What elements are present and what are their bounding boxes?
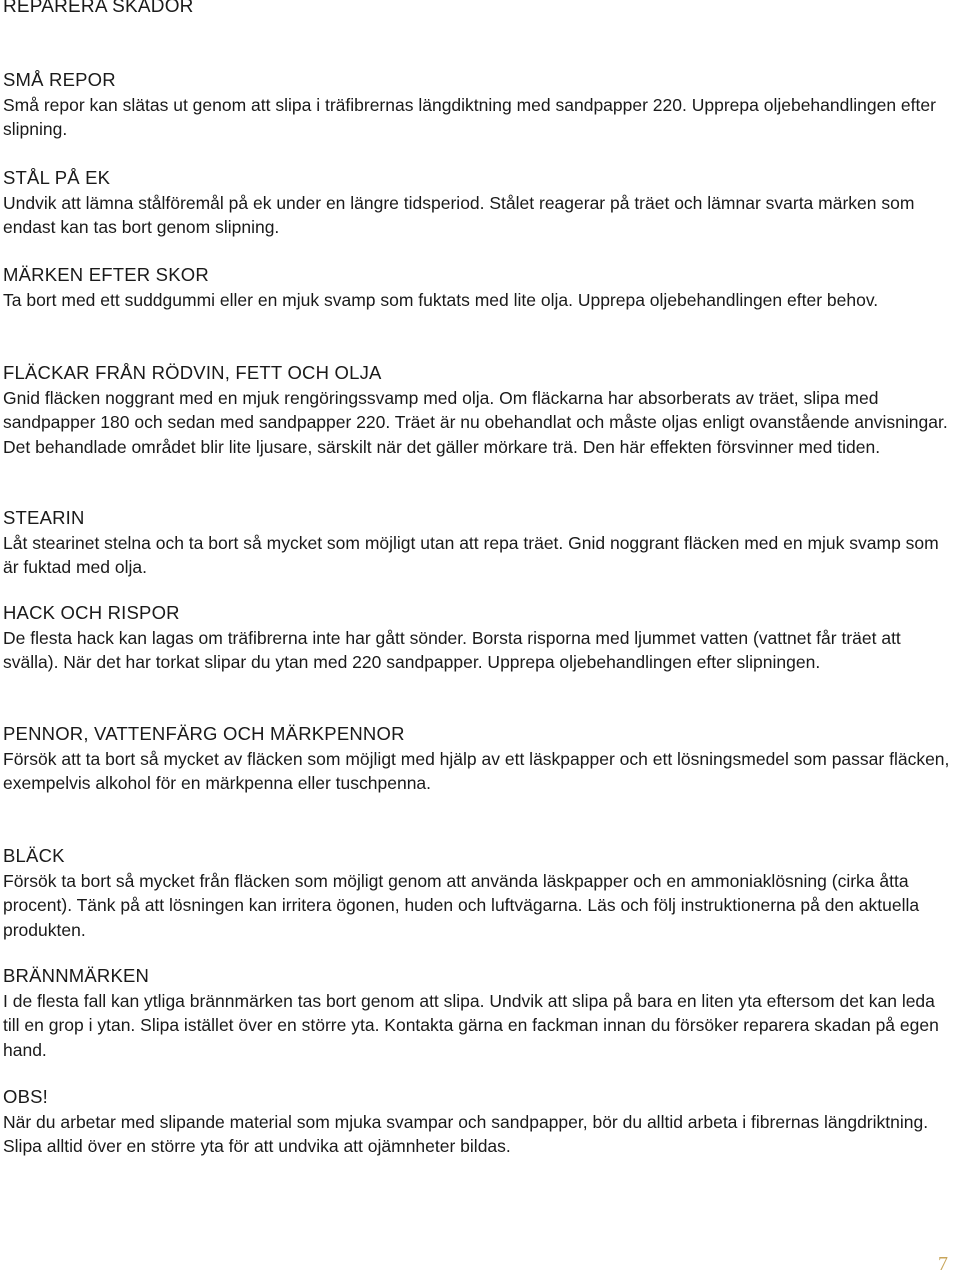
section-body: Låt stearinet stelna och ta bort så mycket som möjligt utan att repa träet. Gnid noggrant fläcken med en mjuk svamp som är fuktad med olja.	[3, 532, 939, 577]
section-heading: STÅL PÅ EK	[3, 167, 111, 188]
section-body: Gnid fläcken noggrant med en mjuk rengöringssvamp med olja. Om fläckarna har absorberats av träet, slipa med sandpapper 180 och sedan med sandpapper 220. Träet är nu obehandlat och måste oljas enligt ovanstående anvisningar. Det behandlade området blir lite ljusare, särskilt när det gäller mörkare trä. Den här effekten försvinner med tiden.	[3, 387, 948, 457]
section-body: Undvik att lämna stålföremål på ek under en längre tidsperiod. Stålet reagerar på träet och lämnar svarta märken som endast kan tas bort genom slipning.	[3, 192, 915, 237]
section-stearin	[3, 506, 955, 580]
section-sma-repor	[3, 68, 955, 142]
page-number: 7	[938, 1253, 948, 1275]
section-obs	[3, 1085, 955, 1159]
section-heading: MÄRKEN EFTER SKOR	[3, 264, 209, 285]
page-title: REPARERA SKADOR	[3, 0, 194, 17]
section-heading: PENNOR, VATTENFÄRG OCH MÄRKPENNOR	[3, 723, 405, 744]
section-body: Små repor kan slätas ut genom att slipa i träfibrernas längdiktning med sandpapper 220. Upprepa oljebehandlingen efter slipning.	[3, 94, 936, 139]
section-body: De flesta hack kan lagas om träfibrerna inte har gått sönder. Borsta risporna med ljummet vatten (vattnet får träet att svälla). När det har torkat slipar du ytan med 220 sandpapper. Upprepa oljebehandlingen efter slipningen.	[3, 627, 901, 672]
section-body: Försök att ta bort så mycket av fläcken som möjligt med hjälp av ett läskpapper och ett lösningsmedel som passar fläcken, exempelvis alkohol för en märkpenna eller tuschpenna.	[3, 748, 950, 793]
section-body: Ta bort med ett suddgummi eller en mjuk svamp som fuktats med lite olja. Upprepa oljebehandlingen efter behov.	[3, 289, 879, 310]
section-brannmarken	[3, 964, 955, 1062]
section-heading: FLÄCKAR FRÅN RÖDVIN, FETT OCH OLJA	[3, 362, 382, 383]
section-black	[3, 844, 955, 942]
section-hack-och-rispor	[3, 601, 955, 675]
section-heading: STEARIN	[3, 507, 85, 528]
section-marken-efter-skor	[3, 263, 955, 312]
section-body: I de flesta fall kan ytliga brännmärken tas bort genom att slipa. Undvik att slipa på bara en liten yta eftersom det kan leda till en grop i ytan. Slipa istället över en större yta. Kontakta gärna en fackman innan du försöker reparera skadan på egen hand.	[3, 990, 939, 1060]
section-heading: HACK OCH RISPOR	[3, 602, 180, 623]
section-body: När du arbetar med slipande material som mjuka svampar och sandpapper, bör du alltid arbeta i fibrernas längdriktning. Slipa alltid över en större yta för att undvika att ojämnheter bildas.	[3, 1111, 929, 1156]
section-heading: OBS!	[3, 1086, 49, 1107]
section-heading: BLÄCK	[3, 845, 65, 866]
section-pennor	[3, 722, 955, 796]
section-body: Försök ta bort så mycket från fläcken som möjligt genom att använda läskpapper och en ammoniaklösning (cirka åtta procent). Tänk på att lösningen kan irritera ögonen, huden och luftvägarna. Läs och följ instruktionerna på den aktuella produkten.	[3, 870, 920, 940]
section-heading: BRÄNNMÄRKEN	[3, 965, 150, 986]
section-flackar	[3, 361, 955, 459]
section-stal-pa-ek	[3, 166, 955, 240]
section-heading: SMÅ REPOR	[3, 69, 116, 90]
